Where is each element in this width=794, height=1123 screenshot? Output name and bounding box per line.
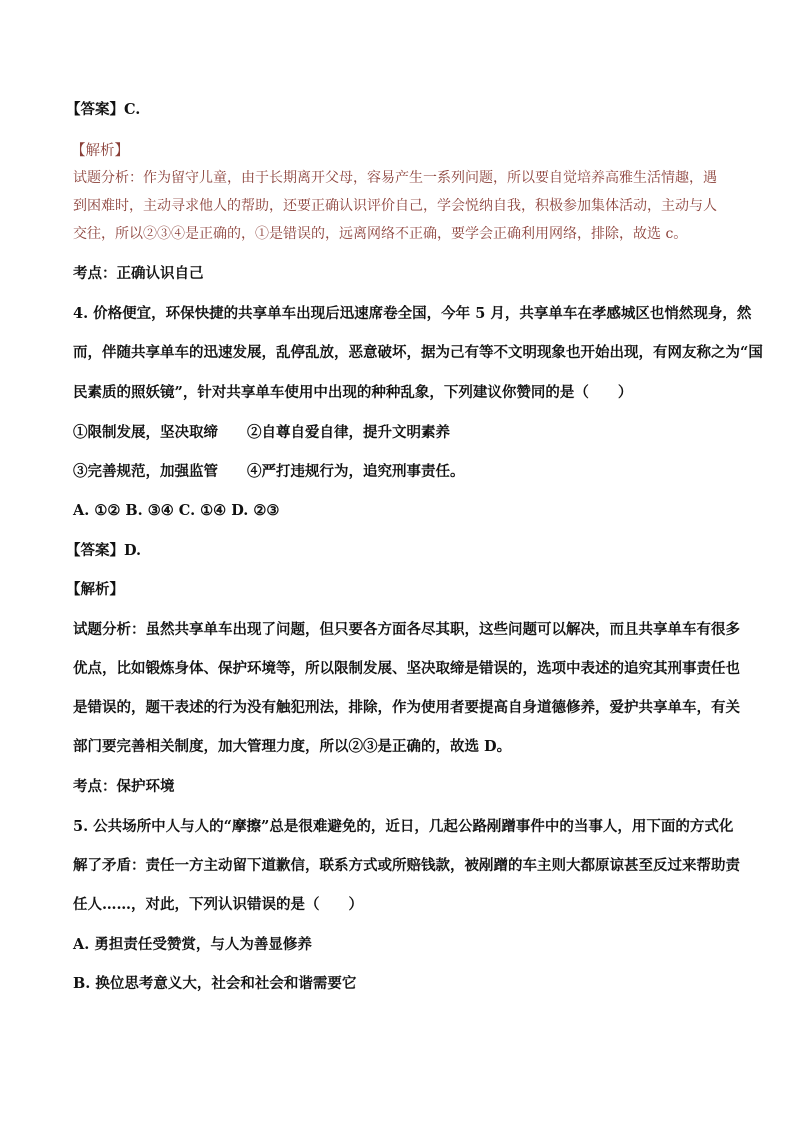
q4-analysis-line: 优点，比如锻炼身体、保护环境等，所以限制发展、坚决取缔是错误的，选项中表述的追究其刑事责任也: [73, 660, 740, 677]
q4-option-line: ③完善规范，加强监管 ④严打违规行为，追究刑事责任。: [73, 463, 465, 480]
prev-analysis-line: 交往，所以②③④是正确的，①是错误的，远离网络不正确，要学会正确利用网络，排除，故选 c。: [73, 226, 688, 242]
q5-option-b: B. 换位思考意义大，社会和社会和谐需要它: [73, 975, 357, 992]
q4-stem-line: 4. 价格便宜，环保快捷的共享单车出现后迅速席卷全国，今年 5 月，共享单车在孝感城区也悄然现身，然: [73, 305, 752, 322]
q5-stem-line: 任人……，对此，下列认识错误的是（ ）: [73, 896, 363, 913]
prev-kaodian: 考点：正确认识自己: [73, 265, 204, 282]
q4-analysis-label: 【解析】: [66, 581, 124, 598]
q5-stem-line: 5. 公共场所中人与人的“摩擦”总是很难避免的，近日，几起公路剐蹭事件中的当事人，用下面的方式化: [73, 818, 734, 835]
q4-analysis-line: 试题分析：虽然共享单车出现了问题，但只要各方面各尽其职，这些问题可以解决，而且共享单车有很多: [73, 621, 740, 638]
q4-stem-line: 民素质的照妖镜”，针对共享单车使用中出现的种种乱象，下列建议你赞同的是（ ）: [73, 384, 633, 401]
q4-stem-line: 而，伴随共享单车的迅速发展，乱停乱放，恶意破坏，据为己有等不文明现象也开始出现，有网友称之为“国: [73, 344, 763, 361]
q4-kaodian: 考点：保护环境: [73, 778, 175, 795]
q5-stem-line: 解了矛盾：责任一方主动留下道歉信，联系方式或所赔钱款，被剐蹭的车主则大都原谅甚至反过来帮助责: [73, 857, 740, 874]
prev-analysis-line: 试题分析：作为留守儿童，由于长期离开父母，容易产生一系列问题，所以要自觉培养高雅生活情趣，遇: [73, 170, 717, 186]
q4-option-line: ①限制发展，坚决取缔 ②自尊自爱自律，提升文明素养: [73, 424, 450, 441]
prev-analysis-line: 到困难时，主动寻求他人的帮助，还要正确认识评价自己，学会悦纳自我，积极参加集体活动，主动与人: [73, 198, 717, 214]
q4-analysis-line: 是错误的，题干表述的行为没有触犯刑法，排除，作为使用者要提高自身道德修养，爱护共享单车，有关: [73, 699, 740, 716]
q4-analysis-line: 部门要完善相关制度，加大管理力度，所以②③是正确的，故选 D。: [73, 738, 512, 755]
q5-option-a: A. 勇担责任受赞赏，与人为善显修养: [73, 936, 312, 953]
prev-analysis-label: 【解析】: [71, 143, 129, 159]
q4-choices: A. ①② B. ③④ C. ①④ D. ②③: [73, 502, 280, 519]
q4-answer: 【答案】D.: [66, 542, 142, 559]
prev-answer: 【答案】C.: [66, 101, 141, 118]
